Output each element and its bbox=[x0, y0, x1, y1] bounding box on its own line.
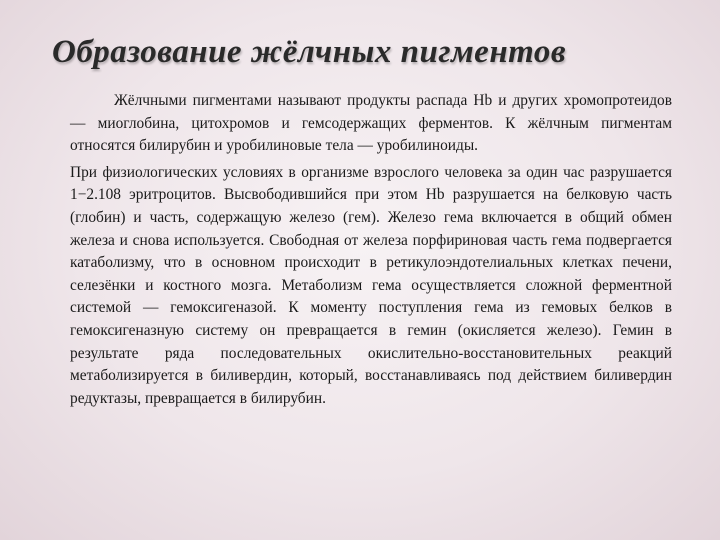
slide-title: Образование жёлчных пигментов bbox=[52, 34, 567, 70]
paragraph-physiology: При физиологических условиях в организме взрослого человека за один час разрушается 1−2.108 эритроцитов. Высвободившийся при этом Hb разрушается на белковую часть (глобин) и часть, содержащую железо (гем). Железо гема включается в общий обмен железа и снова используется. Свободная от железа порфириновая часть гема подвергается катаболизму, что в основном происходит в ретикулоэндотелиальных клетках печени, селезёнки и костного мозга. Метаболизм гема осуществляется сложной ферментной системой — гемоксигеназой. К моменту поступления гема из гемовых белков в гемоксигеназную систему он превращается в гемин (окисляется железо). Гемин в результате ряда последовательных окислительно-восстановительных реакций метаболизируется в биливердин, который, восстанавливаясь под действием биливердин редуктазы, превращается в билирубин. bbox=[70, 163, 672, 407]
paragraph-intro: Жёлчными пигментами называют продукты распада Hb и других хромопротеидов — миоглобина, цитохромов и гемсодержащих ферментов. К жёлчным пигментам относятся билирубин и уробилиновые тела — уробилиноиды. bbox=[70, 92, 672, 155]
slide-body bbox=[70, 90, 672, 410]
